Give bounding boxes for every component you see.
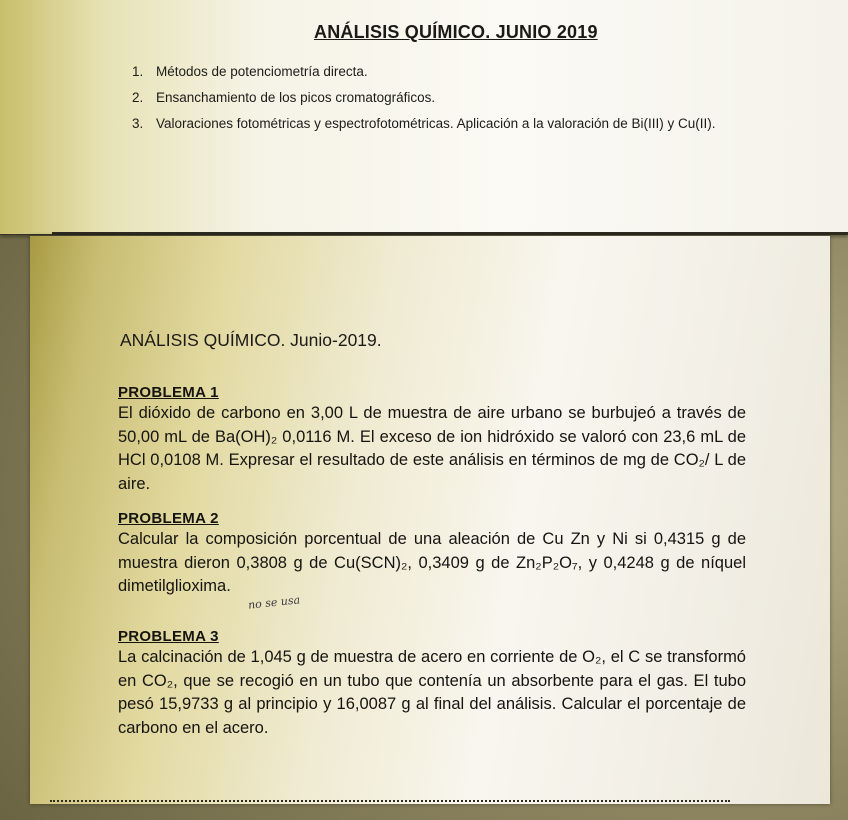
problem-heading: PROBLEMA 1 (118, 384, 219, 401)
paper-edge-shadow (52, 232, 848, 235)
problems-exam-sheet (30, 236, 830, 804)
main-sheet-title: ANÁLISIS QUÍMICO. Junio-2019. (120, 330, 382, 350)
problem-statement: La calcinación de 1,045 g de muestra de acero en corriente de O₂, el C se transformó en CO₂, que se recogió en un tubo que contenía un absorbente para el gas. El tubo pesó 15,9733 g al principio y 16,0087 g al final del análisis. Calcular el porcentaje de carbono en el acero. (118, 648, 746, 737)
problem-block (118, 384, 746, 496)
theory-question-item (132, 114, 716, 140)
question-text: Valoraciones fotométricas y espectrofotométricas. Aplicación a la valoración de Bi(III) y Cu(II). (156, 116, 716, 131)
top-exam-sheet (0, 0, 848, 235)
theory-question-list (132, 62, 716, 140)
question-text: Ensanchamiento de los picos cromatográficos. (156, 90, 436, 105)
problem-heading: PROBLEMA 3 (118, 628, 219, 645)
question-text: Métodos de potenciometría directa. (156, 64, 368, 79)
theory-question-item (132, 62, 716, 88)
problem-heading: PROBLEMA 2 (118, 510, 219, 527)
problem-statement: El dióxido de carbono en 3,00 L de muestra de aire urbano se burbujeó a través de 50,00 mL de Ba(OH)₂ 0,0116 M. El exceso de ion hidróxido se valoró con 23,6 mL de HCl 0,0108 M. Expresar el resultado de este análisis en términos de mg de CO₂/ L de aire. (118, 404, 746, 493)
dotted-divider (50, 800, 730, 802)
theory-question-item (132, 88, 716, 114)
top-sheet-title: ANÁLISIS QUÍMICO. JUNIO 2019 (314, 22, 598, 42)
handwritten-note: no se usa (247, 593, 301, 612)
problem-block (118, 510, 746, 599)
question-number: 2. (132, 90, 144, 105)
problem-statement: Calcular la composición porcentual de una aleación de Cu Zn y Ni si 0,4315 g de muestra dieron 0,3808 g de Cu(SCN)₂, 0,3409 g de Zn₂P₂O₇, y 0,4248 g de níquel dimetilglioxima. (118, 530, 746, 595)
question-number: 1. (132, 64, 144, 79)
problem-block (118, 628, 746, 740)
question-number: 3. (132, 116, 144, 131)
